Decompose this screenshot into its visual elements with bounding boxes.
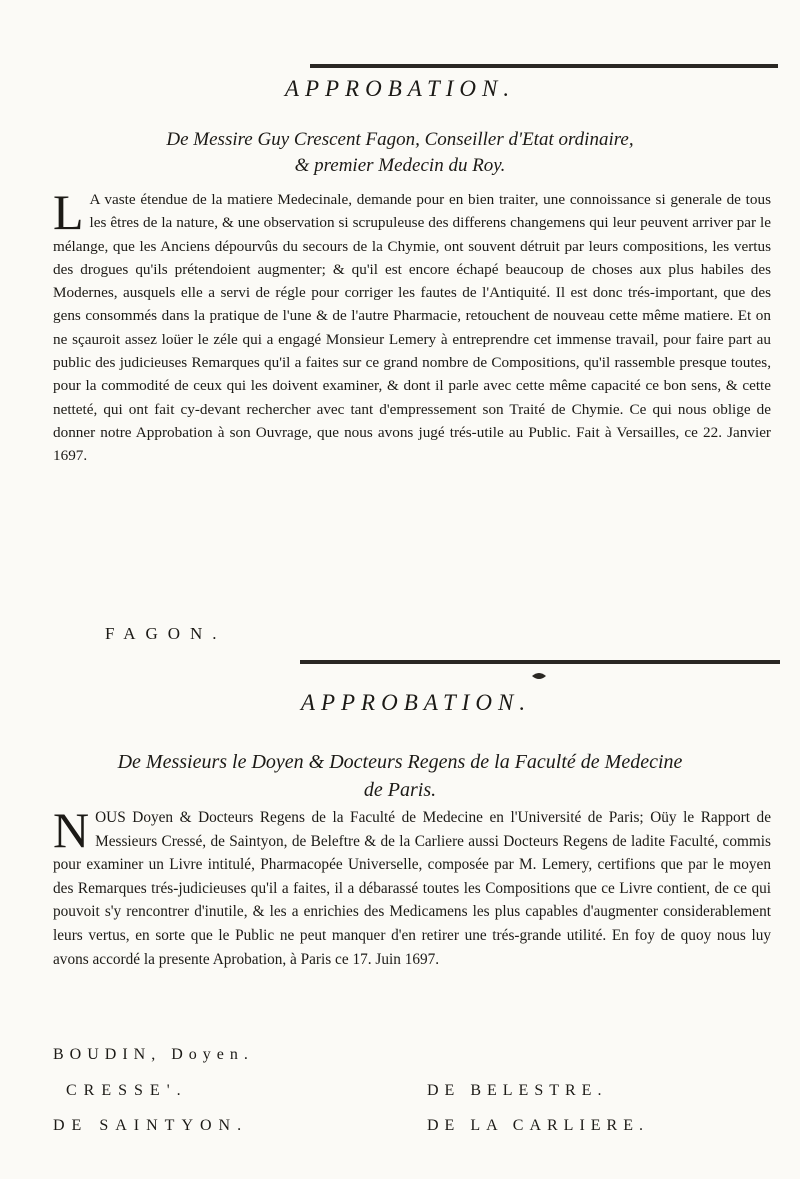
section-rule [300, 660, 780, 664]
approbation-text: OUS Doyen & Docteurs Regens de la Faculté de Medecine en l'Université de Paris; Oüy le Rapport de Messieurs Cressé, de Saintyon, de Beleftre & de la Carliere aussi Docteurs Regens de ladite Faculté, commis pour examiner un Livre intitulé, Pharmacopée Universelle, composée par M. Lemery, certifions que par le moyen des Remarques trés-judicieuses qu'il a faites, il a débarassé toutes les Compositions que ce Livre contient, de ce qui pouvoit s'y rencontrer d'inutile, & les a enrichies des Medicamens les plus capables d'augmenter considerablement leurs vertus, en sorte que le Public ne peut manquer d'en retirer une trés-grande utilité. En foy de quoy nous luy avons accordé la presente Aprobation, à Paris ce 17. Juin 1697. [53, 809, 771, 968]
signature-beleftre: DE BELESTRE. [427, 1082, 608, 1099]
subtitle-line: & premier Medecin du Roy. [294, 155, 506, 176]
signature-fagon: FAGON. [105, 624, 227, 643]
approbation-subtitle [0, 748, 800, 804]
drop-cap: L [53, 184, 84, 240]
approbation-text: A vaste étendue de la matiere Medecinale, demande pour en bien traiter, une connoissance si generale de tous les êtres de la nature, & une observation si scrupuleuse des differens changemens qui leur peuvent arriver par le mélange, que les Anciens dépourvûs du secours de la Chymie, ont souvent détruit par leurs compositions, les vertus des drogues qu'ils prétendoient augmenter; & qu'il est encore échapé beaucoup de choses aux plus habiles des Modernes, ausquels elle a servi de régle pour corriger les fautes de l'Antiquité. Il est donc trés-important, que des gens consommés dans la pratique de l'une & de l'autre Pharmacie, retouchent de nouveau cette même matiere. Et on ne sçauroit assez loüer le zéle qui a engagé Monsieur Lemery à entreprendre cet immense travail, pour faire part au public des judicieuses Remarques qu'il a faites sur ce grand nombre de Compositions, qu'il rassemble presque toutes, pour la commodité de ceux qui les doivent examiner, & dont il parle avec cette même capacité ce bon sens, & cette netteté, qui ont fait cy-devant rechercher avec tant d'empressement son Traité de Chymie. Ce qui nous oblige de donner notre Approbation à son Ouvrage, que nous avons jugé trés-utile au Public. Fait à Versailles, ce 22. Janvier 1697. [53, 191, 771, 465]
drop-cap: N [53, 802, 90, 858]
ornament-icon [532, 672, 546, 680]
approbation-body [53, 184, 771, 468]
signature-boudin: BOUDIN, Doyen. [53, 1046, 254, 1063]
approbation-heading: APPROBATION. [300, 690, 532, 715]
approbation-body [53, 802, 771, 971]
signature-cresse: CRESSE'. [66, 1082, 188, 1099]
top-rule [310, 64, 778, 68]
approbation-heading: APPROBATION. [284, 76, 516, 101]
signature-saintyon: DE SAINTYON. [53, 1117, 249, 1134]
approbation-subtitle [0, 127, 800, 179]
subtitle-line: De Messieurs le Doyen & Docteurs Regens de la Faculté de Medecine [117, 751, 683, 773]
signature-carliere: DE LA CARLIERE. [427, 1117, 649, 1134]
subtitle-line: de Paris. [363, 779, 437, 801]
subtitle-line: De Messire Guy Crescent Fagon, Conseiller d'Etat ordinaire, [166, 129, 634, 150]
